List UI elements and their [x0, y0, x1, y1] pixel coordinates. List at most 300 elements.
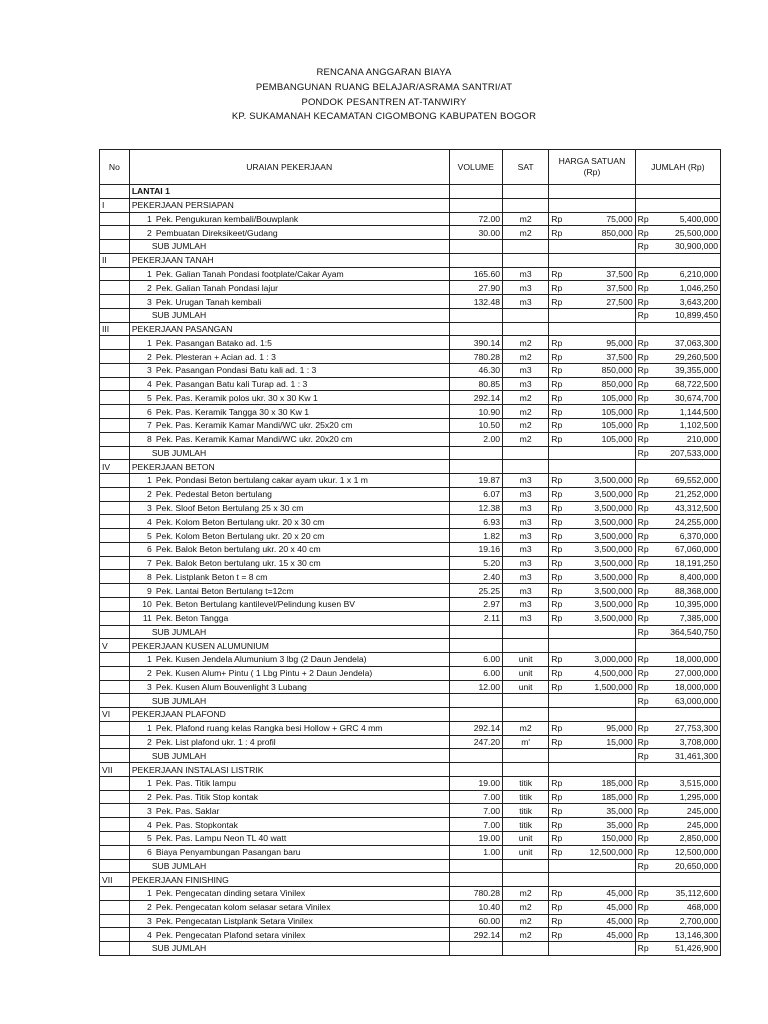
item-description: Pek. Pengukuran kembali/Bouwplank [155, 213, 299, 224]
cell-volume: 5.20 [449, 556, 502, 570]
cell-uraian [129, 597, 449, 611]
cell-sat [503, 308, 549, 322]
cell-uraian [129, 281, 449, 295]
cell-jumlah [635, 625, 720, 639]
cell-sat [503, 694, 549, 708]
cell-sat [503, 185, 549, 199]
harga-value: 4,500,000 [594, 668, 633, 679]
currency-label: Rp [551, 337, 563, 348]
item-number: 4 [147, 819, 152, 830]
currency-label: Rp [551, 778, 563, 789]
currency-label: Rp [551, 379, 563, 390]
cell-sat: m2 [503, 928, 549, 942]
item-number: 5 [147, 392, 152, 403]
table-body [100, 185, 721, 956]
cell-harga-satuan [549, 240, 635, 254]
currency-label: Rp [551, 558, 563, 569]
jumlah-value: 68,722,500 [674, 379, 718, 390]
header-jumlah: JUMLAH (Rp) [635, 150, 720, 185]
cell-volume: 10.90 [449, 405, 502, 419]
cell-no [100, 900, 130, 914]
cell-no [100, 350, 130, 364]
cell-harga-satuan [549, 515, 635, 529]
table-row [100, 267, 721, 281]
item-description: Pek. Kolom Beton Bertulang ukr. 20 x 20 cm [155, 530, 325, 541]
table-row [100, 336, 721, 350]
cell-harga-satuan [549, 625, 635, 639]
subtotal-label: SUB JUMLAH [151, 695, 207, 706]
item-description: Pek. Pedestal Beton bertulang [155, 489, 272, 500]
item-description: Pek. Pas. Titik lampu [155, 778, 237, 789]
jumlah-value: 13,146,300 [674, 929, 718, 940]
jumlah-value: 37,063,300 [674, 337, 718, 348]
cell-uraian: PEKERJAAN TANAH [129, 253, 449, 267]
cell-volume: 2.11 [449, 611, 502, 625]
jumlah-value: 24,255,000 [674, 516, 718, 527]
currency-label: Rp [551, 502, 563, 513]
jumlah-value: 35,112,600 [675, 888, 718, 899]
harga-value: 3,500,000 [594, 599, 633, 610]
cell-sat: unit [503, 845, 549, 859]
cell-uraian [129, 942, 449, 956]
cell-harga-satuan [549, 226, 635, 240]
cell-harga-satuan [549, 859, 635, 873]
cell-volume: 2.40 [449, 570, 502, 584]
item-description: Pek. Kolom Beton Bertulang ukr. 20 x 30 cm [155, 516, 325, 527]
cell-jumlah [635, 419, 720, 433]
harga-value: 35,000 [606, 819, 633, 830]
item-description: Pek. Balok Beton bertulang ukr. 20 x 40 cm [155, 544, 321, 555]
cell-uraian [129, 887, 449, 901]
cell-jumlah [635, 529, 720, 543]
cell-sat: m' [503, 735, 549, 749]
currency-label: Rp [637, 695, 649, 706]
cell-sat: titik [503, 804, 549, 818]
table-row [100, 831, 721, 845]
currency-label: Rp [637, 282, 649, 293]
subtotal-row [100, 749, 721, 763]
cell-jumlah [635, 446, 720, 460]
item-number: 2 [147, 902, 152, 913]
cell-volume [449, 749, 502, 763]
section-row [100, 639, 721, 653]
cell-jumlah [635, 776, 720, 790]
cell-jumlah [635, 666, 720, 680]
cell-jumlah [635, 474, 720, 488]
cell-no [100, 226, 130, 240]
cell-no [100, 887, 130, 901]
item-description: Pek. Pas. Lampu Neon TL 40 watt [155, 833, 287, 844]
currency-label: Rp [551, 723, 563, 734]
cell-harga-satuan [549, 281, 635, 295]
cell-volume: 6.00 [449, 666, 502, 680]
item-description: Pek. Pengecatan Plafond setara vinilex [155, 929, 306, 940]
cell-sat: m3 [503, 295, 549, 309]
cell-harga-satuan [549, 377, 635, 391]
jumlah-value: 20,650,000 [674, 860, 718, 871]
cell-jumlah [635, 611, 720, 625]
item-number: 11 [142, 613, 152, 624]
jumlah-value: 207,533,000 [670, 447, 718, 458]
item-number: 1 [147, 268, 152, 279]
cell-volume: 19.00 [449, 831, 502, 845]
subtotal-label: SUB JUMLAH [151, 447, 207, 458]
currency-label: Rp [551, 406, 563, 417]
item-number: 2 [147, 351, 152, 362]
cell-jumlah [635, 804, 720, 818]
currency-label: Rp [637, 585, 649, 596]
currency-label: Rp [551, 268, 563, 279]
currency-label: Rp [637, 544, 649, 555]
cell-uraian [129, 790, 449, 804]
harga-value: 185,000 [601, 778, 633, 789]
cell-harga-satuan [549, 597, 635, 611]
table-row [100, 350, 721, 364]
cell-no: V [100, 639, 130, 653]
currency-label: Rp [637, 847, 649, 858]
table-row [100, 584, 721, 598]
cell-no [100, 336, 130, 350]
cell-no [100, 721, 130, 735]
cell-harga-satuan [549, 694, 635, 708]
header-uraian: URAIAN PEKERJAAN [129, 150, 449, 185]
cell-volume: 1.82 [449, 529, 502, 543]
cell-jumlah [635, 597, 720, 611]
cell-no [100, 501, 130, 515]
cell-volume [449, 322, 502, 336]
cell-jumlah [635, 721, 720, 735]
cell-sat: m3 [503, 529, 549, 543]
cell-sat [503, 625, 549, 639]
cell-uraian [129, 474, 449, 488]
item-number: 1 [147, 778, 152, 789]
cell-sat: m2 [503, 212, 549, 226]
item-number: 2 [147, 668, 152, 679]
cell-no [100, 804, 130, 818]
currency-label: Rp [551, 668, 563, 679]
table-row [100, 914, 721, 928]
cell-volume: 19.16 [449, 542, 502, 556]
table-row [100, 680, 721, 694]
cell-jumlah [635, 295, 720, 309]
item-description: Pek. Pengecatan dinding setara Vinilex [155, 888, 306, 899]
jumlah-value: 31,461,300 [674, 750, 718, 761]
cell-sat: m2 [503, 419, 549, 433]
cell-no: VI [100, 708, 130, 722]
jumlah-value: 39,355,000 [674, 365, 718, 376]
cell-harga-satuan [549, 529, 635, 543]
cell-jumlah [635, 336, 720, 350]
currency-label: Rp [637, 406, 649, 417]
table-row [100, 529, 721, 543]
table-row [100, 887, 721, 901]
currency-label: Rp [551, 282, 563, 293]
cell-uraian [129, 226, 449, 240]
currency-label: Rp [637, 737, 649, 747]
cell-jumlah [635, 487, 720, 501]
cell-sat: m3 [503, 542, 549, 556]
cell-jumlah [635, 749, 720, 763]
item-number: 2 [147, 737, 152, 747]
currency-label: Rp [637, 475, 649, 486]
currency-label: Rp [551, 227, 563, 238]
cell-sat [503, 446, 549, 460]
jumlah-value: 67,060,000 [674, 544, 718, 555]
jumlah-value: 6,210,000 [679, 268, 718, 279]
section-row [100, 460, 721, 474]
cell-jumlah [635, 281, 720, 295]
currency-label: Rp [637, 310, 649, 321]
harga-value: 105,000 [601, 392, 633, 403]
cell-sat: m3 [503, 597, 549, 611]
item-number: 3 [147, 805, 152, 816]
cell-uraian [129, 694, 449, 708]
subtotal-label: SUB JUMLAH [151, 943, 207, 954]
cell-no [100, 653, 130, 667]
cell-jumlah [635, 212, 720, 226]
cell-no: VII [100, 873, 130, 887]
cell-volume: 390.14 [449, 336, 502, 350]
currency-label: Rp [551, 351, 563, 362]
cell-sat: m3 [503, 363, 549, 377]
jumlah-value: 63,000,000 [674, 695, 718, 706]
cell-volume: 25.25 [449, 584, 502, 598]
cell-harga-satuan [549, 391, 635, 405]
cell-harga-satuan [549, 474, 635, 488]
jumlah-value: 3,708,000 [679, 737, 718, 747]
harga-value: 850,000 [601, 365, 633, 376]
cell-harga-satuan [549, 405, 635, 419]
harga-value: 850,000 [601, 227, 633, 238]
currency-label: Rp [551, 654, 563, 665]
item-description: Pek. Lantai Beton Bertulang t=12cm [155, 585, 294, 596]
cell-harga-satuan [549, 212, 635, 226]
currency-label: Rp [551, 420, 563, 431]
cell-no [100, 749, 130, 763]
cell-harga-satuan [549, 501, 635, 515]
cell-jumlah [635, 322, 720, 336]
cell-jumlah [635, 859, 720, 873]
cell-no [100, 584, 130, 598]
jumlah-value: 1,295,000 [679, 792, 718, 803]
currency-label: Rp [637, 626, 649, 637]
harga-value: 105,000 [601, 420, 633, 431]
cell-harga-satuan [549, 776, 635, 790]
cell-uraian [129, 419, 449, 433]
item-description: Pek. Pengecatan kolom selasar setara Vinilex [155, 902, 331, 913]
item-number: 6 [147, 847, 152, 858]
currency-label: Rp [637, 502, 649, 513]
cell-uraian [129, 914, 449, 928]
item-description: Pek. Listplank Beton t = 8 cm [155, 571, 268, 582]
cell-jumlah [635, 556, 720, 570]
section-row [100, 198, 721, 212]
cell-jumlah [635, 845, 720, 859]
title-line-1: RENCANA ANGGARAN BIAYA [316, 67, 452, 78]
cell-volume: 780.28 [449, 350, 502, 364]
item-description: Pek. Kusen Jendela Alumunium 3 lbg (2 Daun Jendela) [155, 654, 367, 665]
section-row [100, 322, 721, 336]
cell-sat: m2 [503, 405, 549, 419]
cell-no [100, 556, 130, 570]
currency-label: Rp [637, 392, 649, 403]
cell-uraian [129, 749, 449, 763]
cell-uraian [129, 487, 449, 501]
header-no: No [100, 150, 130, 185]
currency-label: Rp [637, 819, 649, 830]
currency-label: Rp [637, 530, 649, 541]
cell-sat: m2 [503, 336, 549, 350]
cell-volume [449, 446, 502, 460]
harga-value: 75,000 [606, 213, 633, 224]
cell-no [100, 267, 130, 281]
cell-no [100, 694, 130, 708]
cell-volume [449, 639, 502, 653]
jumlah-value: 3,515,000 [679, 778, 718, 789]
cell-no [100, 859, 130, 873]
jumlah-value: 30,674,700 [674, 392, 718, 403]
cell-uraian [129, 391, 449, 405]
cell-sat: m3 [503, 556, 549, 570]
cell-no [100, 405, 130, 419]
item-description: Pek. Balok Beton bertulang ukr. 15 x 30 cm [155, 558, 321, 569]
cell-uraian [129, 570, 449, 584]
cell-uraian [129, 611, 449, 625]
currency-label: Rp [551, 915, 563, 926]
currency-label: Rp [637, 268, 649, 279]
cell-sat [503, 708, 549, 722]
cell-no: I [100, 198, 130, 212]
cell-volume: 247.20 [449, 735, 502, 749]
harga-value: 3,500,000 [594, 530, 633, 541]
cell-jumlah [635, 639, 720, 653]
cell-sat: m2 [503, 391, 549, 405]
currency-label: Rp [637, 379, 649, 390]
currency-label: Rp [551, 296, 563, 307]
table-row [100, 405, 721, 419]
cell-sat: titik [503, 790, 549, 804]
item-description: Pembuatan Direksikeet/Gudang [155, 227, 278, 238]
jumlah-value: 29,260,500 [674, 351, 718, 362]
table-row [100, 611, 721, 625]
currency-label: Rp [551, 902, 563, 913]
cell-volume: 292.14 [449, 928, 502, 942]
cell-volume: 19.00 [449, 776, 502, 790]
cell-volume: 6.00 [449, 653, 502, 667]
table-row [100, 515, 721, 529]
jumlah-value: 30,900,000 [674, 241, 718, 252]
table-row [100, 432, 721, 446]
jumlah-value: 8,400,000 [679, 571, 718, 582]
cell-volume [449, 625, 502, 639]
item-number: 3 [147, 296, 152, 307]
table-row [100, 391, 721, 405]
harga-value: 105,000 [601, 406, 633, 417]
item-number: 1 [147, 475, 152, 486]
cell-jumlah [635, 900, 720, 914]
jumlah-value: 468,000 [686, 902, 718, 913]
item-description: Pek. Pas. Titik Stop kontak [155, 792, 259, 803]
cell-volume: 7.00 [449, 818, 502, 832]
cell-harga-satuan [549, 680, 635, 694]
cell-jumlah [635, 432, 720, 446]
currency-label: Rp [637, 571, 649, 582]
harga-value: 45,000 [606, 929, 633, 940]
jumlah-value: 2,700,000 [679, 915, 718, 926]
cell-jumlah [635, 887, 720, 901]
harga-value: 12,500,000 [589, 847, 633, 858]
cell-harga-satuan [549, 308, 635, 322]
item-number: 5 [147, 833, 152, 844]
cell-jumlah [635, 405, 720, 419]
cell-harga-satuan [549, 350, 635, 364]
cell-volume: 7.00 [449, 804, 502, 818]
table-row [100, 474, 721, 488]
cell-harga-satuan [549, 570, 635, 584]
item-number: 4 [147, 929, 152, 940]
title-line-3: PONDOK PESANTREN AT-TANWIRY [301, 96, 467, 108]
budget-table [99, 149, 721, 956]
cell-volume: 10.50 [449, 419, 502, 433]
cell-jumlah [635, 735, 720, 749]
cell-volume: 2.97 [449, 597, 502, 611]
cell-sat: m3 [503, 611, 549, 625]
currency-label: Rp [551, 888, 563, 899]
item-number: 7 [147, 420, 152, 431]
header-sat: SAT [503, 150, 549, 185]
harga-value: 95,000 [606, 337, 633, 348]
cell-volume [449, 308, 502, 322]
cell-jumlah [635, 542, 720, 556]
cell-no [100, 570, 130, 584]
currency-label: Rp [637, 915, 649, 926]
cell-uraian [129, 928, 449, 942]
cell-harga-satuan [549, 363, 635, 377]
item-description: Pek. Pas. Stopkontak [155, 819, 238, 830]
cell-jumlah [635, 818, 720, 832]
currency-label: Rp [637, 227, 649, 238]
cell-jumlah [635, 267, 720, 281]
cell-sat [503, 942, 549, 956]
cell-no [100, 776, 130, 790]
cell-uraian [129, 295, 449, 309]
cell-sat [503, 763, 549, 777]
cell-harga-satuan [549, 914, 635, 928]
cell-no [100, 185, 130, 199]
currency-label: Rp [551, 475, 563, 486]
subtotal-row [100, 446, 721, 460]
item-number: 3 [147, 365, 152, 376]
cell-jumlah [635, 873, 720, 887]
cell-sat: unit [503, 680, 549, 694]
harga-value: 45,000 [606, 902, 633, 913]
cell-jumlah [635, 570, 720, 584]
item-number: 5 [147, 530, 152, 541]
jumlah-value: 18,000,000 [674, 654, 718, 665]
harga-value: 3,500,000 [594, 475, 633, 486]
item-number: 2 [147, 792, 152, 803]
jumlah-value: 18,000,000 [674, 681, 718, 692]
cell-no [100, 212, 130, 226]
table-row [100, 377, 721, 391]
cell-sat [503, 639, 549, 653]
harga-value: 95,000 [606, 723, 633, 734]
table-row [100, 735, 721, 749]
cell-no [100, 928, 130, 942]
cell-jumlah [635, 928, 720, 942]
cell-no [100, 446, 130, 460]
harga-value: 37,500 [606, 351, 633, 362]
